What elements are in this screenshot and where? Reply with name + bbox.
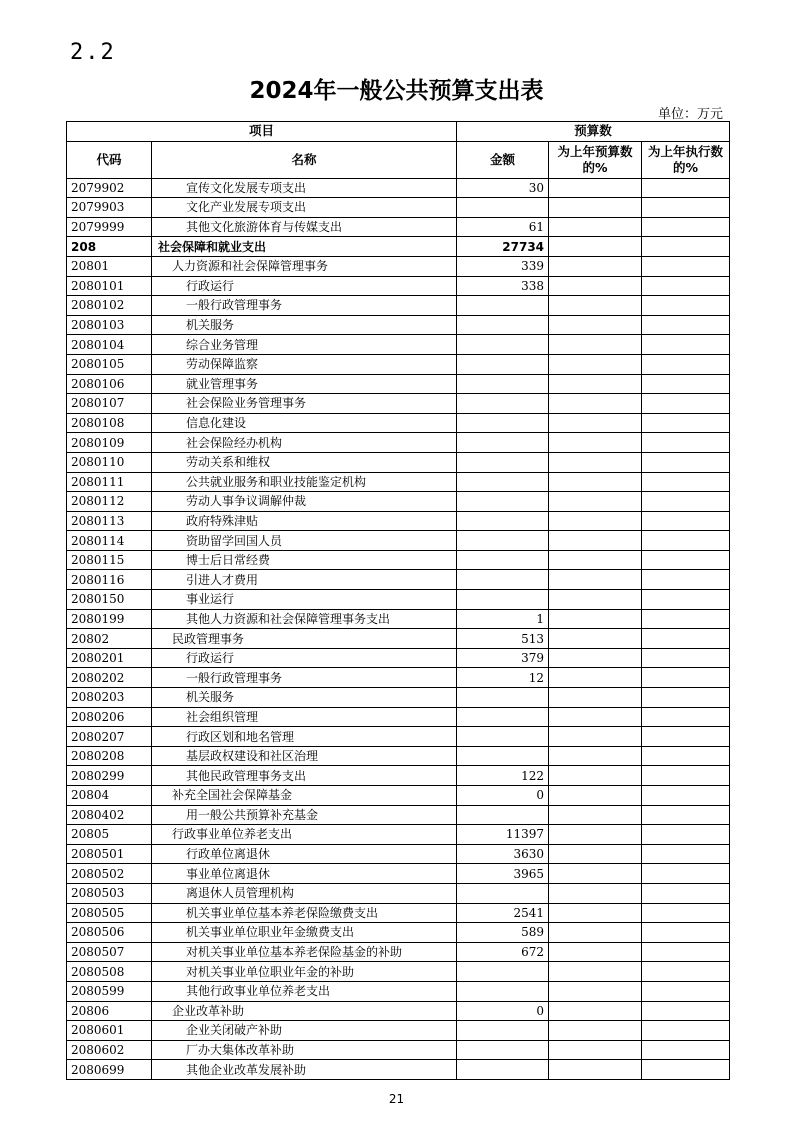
row-pct-prev-budget (549, 335, 642, 355)
row-pct-prev-budget (549, 1021, 642, 1041)
row-code: 2080112 (67, 492, 152, 512)
row-pct-prev-exec (642, 609, 730, 629)
row-code: 2080105 (67, 354, 152, 374)
row-pct-prev-budget (549, 746, 642, 766)
row-code: 2080116 (67, 570, 152, 590)
row-pct-prev-exec (642, 570, 730, 590)
table-row (67, 452, 730, 472)
section-number: 2.2 (70, 40, 116, 65)
table-row (67, 315, 730, 335)
row-pct-prev-budget (549, 217, 642, 237)
row-pct-prev-exec (642, 550, 730, 570)
row-pct-prev-budget (549, 727, 642, 747)
row-pct-prev-budget (549, 374, 642, 394)
row-pct-prev-budget (549, 452, 642, 472)
row-amount: 339 (457, 256, 549, 276)
row-name: 事业单位离退休 (152, 864, 457, 884)
row-name: 宣传文化发展专项支出 (152, 178, 457, 198)
row-code: 208 (67, 237, 152, 257)
row-name: 基层政权建设和社区治理 (152, 746, 457, 766)
row-amount (457, 452, 549, 472)
row-pct-prev-exec (642, 746, 730, 766)
row-pct-prev-budget (549, 492, 642, 512)
row-amount (457, 1060, 549, 1080)
row-name: 行政事业单位养老支出 (152, 825, 457, 845)
row-name: 人力资源和社会保障管理事务 (152, 256, 457, 276)
row-name: 公共就业服务和职业技能鉴定机构 (152, 472, 457, 492)
row-code: 2080699 (67, 1060, 152, 1080)
table-row (67, 942, 730, 962)
row-name: 政府特殊津贴 (152, 511, 457, 531)
row-code: 2080203 (67, 688, 152, 708)
row-name: 离退休人员管理机构 (152, 883, 457, 903)
row-amount: 3630 (457, 844, 549, 864)
table-row (67, 805, 730, 825)
row-pct-prev-exec (642, 354, 730, 374)
row-pct-prev-exec (642, 178, 730, 198)
row-code: 2080402 (67, 805, 152, 825)
row-pct-prev-exec (642, 923, 730, 943)
row-code: 2080501 (67, 844, 152, 864)
row-name: 社会组织管理 (152, 707, 457, 727)
row-pct-prev-budget (549, 923, 642, 943)
row-amount (457, 1040, 549, 1060)
row-amount (457, 472, 549, 492)
row-code: 2080104 (67, 335, 152, 355)
row-code: 2080207 (67, 727, 152, 747)
row-name: 其他行政事业单位养老支出 (152, 981, 457, 1001)
row-code: 20804 (67, 786, 152, 806)
table-row (67, 981, 730, 1001)
row-amount: 672 (457, 942, 549, 962)
row-amount (457, 335, 549, 355)
row-name: 事业运行 (152, 590, 457, 610)
row-pct-prev-exec (642, 198, 730, 218)
row-pct-prev-budget (549, 688, 642, 708)
table-row (67, 962, 730, 982)
row-name: 补充全国社会保障基金 (152, 786, 457, 806)
row-amount: 12 (457, 668, 549, 688)
table-row (67, 198, 730, 218)
row-amount: 513 (457, 629, 549, 649)
row-name: 就业管理事务 (152, 374, 457, 394)
table-row (67, 609, 730, 629)
row-name: 其他民政管理事务支出 (152, 766, 457, 786)
row-amount (457, 315, 549, 335)
row-pct-prev-budget (549, 315, 642, 335)
row-pct-prev-exec (642, 315, 730, 335)
row-code: 2080299 (67, 766, 152, 786)
row-name: 行政运行 (152, 276, 457, 296)
row-pct-prev-budget (549, 942, 642, 962)
row-pct-prev-budget (549, 786, 642, 806)
row-name: 引进人才费用 (152, 570, 457, 590)
row-pct-prev-budget (549, 707, 642, 727)
row-pct-prev-exec (642, 492, 730, 512)
row-amount: 0 (457, 786, 549, 806)
row-pct-prev-exec (642, 335, 730, 355)
row-amount (457, 962, 549, 982)
row-code: 2080103 (67, 315, 152, 335)
row-name: 综合业务管理 (152, 335, 457, 355)
row-pct-prev-budget (549, 550, 642, 570)
row-code: 2080113 (67, 511, 152, 531)
row-amount: 379 (457, 648, 549, 668)
row-amount: 61 (457, 217, 549, 237)
row-pct-prev-exec (642, 766, 730, 786)
row-amount: 338 (457, 276, 549, 296)
row-amount (457, 570, 549, 590)
table-row (67, 1060, 730, 1080)
table-row (67, 511, 730, 531)
row-amount (457, 492, 549, 512)
table-row (67, 590, 730, 610)
row-amount: 589 (457, 923, 549, 943)
row-pct-prev-budget (549, 844, 642, 864)
row-code: 20801 (67, 256, 152, 276)
row-name: 社会保障和就业支出 (152, 237, 457, 257)
row-amount (457, 688, 549, 708)
row-pct-prev-budget (549, 864, 642, 884)
row-pct-prev-exec (642, 883, 730, 903)
row-pct-prev-budget (549, 883, 642, 903)
row-code: 2080111 (67, 472, 152, 492)
row-amount: 27734 (457, 237, 549, 257)
row-amount (457, 374, 549, 394)
row-amount (457, 805, 549, 825)
row-name: 社会保险经办机构 (152, 433, 457, 453)
row-code: 2080206 (67, 707, 152, 727)
page-number: 21 (388, 1092, 405, 1106)
row-name: 劳动保障监察 (152, 354, 457, 374)
table-body (67, 178, 730, 1079)
row-pct-prev-budget (549, 1001, 642, 1021)
row-code: 2080109 (67, 433, 152, 453)
row-pct-prev-budget (549, 413, 642, 433)
table-row (67, 276, 730, 296)
row-pct-prev-budget (549, 629, 642, 649)
row-name: 机关事业单位基本养老保险缴费支出 (152, 903, 457, 923)
row-pct-prev-budget (549, 609, 642, 629)
row-pct-prev-budget (549, 962, 642, 982)
row-name: 资助留学回国人员 (152, 531, 457, 551)
row-pct-prev-exec (642, 531, 730, 551)
row-amount: 2541 (457, 903, 549, 923)
table-row (67, 844, 730, 864)
row-pct-prev-exec (642, 668, 730, 688)
table-row (67, 1021, 730, 1041)
row-pct-prev-exec (642, 864, 730, 884)
row-name: 行政单位离退休 (152, 844, 457, 864)
header-amount: 金额 (457, 141, 549, 178)
row-pct-prev-budget (549, 256, 642, 276)
row-pct-prev-exec (642, 648, 730, 668)
row-name: 劳动关系和维权 (152, 452, 457, 472)
table-row (67, 746, 730, 766)
row-pct-prev-exec (642, 394, 730, 414)
row-code: 2079903 (67, 198, 152, 218)
row-code: 2080505 (67, 903, 152, 923)
table-row (67, 668, 730, 688)
row-name: 对机关事业单位职业年金的补助 (152, 962, 457, 982)
row-amount (457, 746, 549, 766)
row-code: 2080108 (67, 413, 152, 433)
row-amount (457, 198, 549, 218)
row-amount (457, 550, 549, 570)
row-code: 2080599 (67, 981, 152, 1001)
row-pct-prev-exec (642, 707, 730, 727)
row-pct-prev-exec (642, 374, 730, 394)
row-name: 企业改革补助 (152, 1001, 457, 1021)
row-name: 一般行政管理事务 (152, 668, 457, 688)
row-amount (457, 727, 549, 747)
row-pct-prev-budget (549, 766, 642, 786)
table-row (67, 394, 730, 414)
row-amount (457, 394, 549, 414)
row-pct-prev-budget (549, 472, 642, 492)
row-code: 2079999 (67, 217, 152, 237)
row-pct-prev-exec (642, 825, 730, 845)
row-amount (457, 1021, 549, 1041)
table-row (67, 786, 730, 806)
row-pct-prev-exec (642, 1040, 730, 1060)
row-code: 20802 (67, 629, 152, 649)
table-row (67, 923, 730, 943)
table-row (67, 727, 730, 747)
row-code: 2080115 (67, 550, 152, 570)
row-pct-prev-exec (642, 903, 730, 923)
row-amount: 0 (457, 1001, 549, 1021)
table-row (67, 688, 730, 708)
row-name: 劳动人事争议调解仲裁 (152, 492, 457, 512)
row-code: 2080150 (67, 590, 152, 610)
row-pct-prev-exec (642, 217, 730, 237)
table-row (67, 648, 730, 668)
row-name: 民政管理事务 (152, 629, 457, 649)
row-pct-prev-budget (549, 1040, 642, 1060)
row-pct-prev-budget (549, 825, 642, 845)
row-code: 20805 (67, 825, 152, 845)
row-pct-prev-exec (642, 590, 730, 610)
row-code: 2079902 (67, 178, 152, 198)
table-row (67, 492, 730, 512)
table-row (67, 629, 730, 649)
row-pct-prev-budget (549, 511, 642, 531)
header-code: 代码 (67, 141, 152, 178)
row-pct-prev-budget (549, 276, 642, 296)
row-pct-prev-budget (549, 805, 642, 825)
row-code: 2080601 (67, 1021, 152, 1041)
row-name: 对机关事业单位基本养老保险基金的补助 (152, 942, 457, 962)
table-row (67, 825, 730, 845)
row-code: 2080201 (67, 648, 152, 668)
row-pct-prev-budget (549, 296, 642, 316)
row-code: 2080106 (67, 374, 152, 394)
row-pct-prev-budget (549, 178, 642, 198)
row-pct-prev-budget (549, 981, 642, 1001)
table-row (67, 531, 730, 551)
row-code: 2080110 (67, 452, 152, 472)
row-name: 其他文化旅游体育与传媒支出 (152, 217, 457, 237)
row-code: 2080107 (67, 394, 152, 414)
row-pct-prev-budget (549, 668, 642, 688)
row-name: 行政区划和地名管理 (152, 727, 457, 747)
row-pct-prev-exec (642, 1060, 730, 1080)
row-name: 博士后日常经费 (152, 550, 457, 570)
table-row (67, 766, 730, 786)
table-row (67, 707, 730, 727)
row-pct-prev-exec (642, 433, 730, 453)
row-name: 机关服务 (152, 688, 457, 708)
row-name: 企业关闭破产补助 (152, 1021, 457, 1041)
row-name: 信息化建设 (152, 413, 457, 433)
row-code: 2080208 (67, 746, 152, 766)
header-project: 项目 (67, 122, 457, 142)
row-code: 2080202 (67, 668, 152, 688)
budget-table (66, 121, 730, 1080)
row-amount: 1 (457, 609, 549, 629)
table-row (67, 374, 730, 394)
row-name: 一般行政管理事务 (152, 296, 457, 316)
table-row (67, 256, 730, 276)
row-pct-prev-exec (642, 413, 730, 433)
row-code: 20806 (67, 1001, 152, 1021)
row-amount: 3965 (457, 864, 549, 884)
row-pct-prev-exec (642, 237, 730, 257)
table-row (67, 433, 730, 453)
row-amount (457, 707, 549, 727)
row-pct-prev-budget (549, 237, 642, 257)
row-pct-prev-budget (549, 590, 642, 610)
row-name: 机关服务 (152, 315, 457, 335)
row-pct-prev-budget (549, 903, 642, 923)
row-pct-prev-budget (549, 1060, 642, 1080)
header-budget: 预算数 (457, 122, 730, 142)
row-pct-prev-exec (642, 276, 730, 296)
row-code: 2080506 (67, 923, 152, 943)
row-pct-prev-budget (549, 433, 642, 453)
row-pct-prev-budget (549, 354, 642, 374)
table-row (67, 1001, 730, 1021)
row-amount (457, 981, 549, 1001)
table-row (67, 472, 730, 492)
row-code: 2080507 (67, 942, 152, 962)
row-amount (457, 883, 549, 903)
row-name: 用一般公共预算补充基金 (152, 805, 457, 825)
table-row (67, 883, 730, 903)
table-row (67, 903, 730, 923)
row-pct-prev-exec (642, 1021, 730, 1041)
row-amount (457, 413, 549, 433)
unit-label: 单位：万元 (657, 107, 723, 122)
row-amount: 122 (457, 766, 549, 786)
table-row (67, 570, 730, 590)
table-row (67, 1040, 730, 1060)
table-row (67, 178, 730, 198)
row-pct-prev-exec (642, 1001, 730, 1021)
row-amount (457, 296, 549, 316)
row-amount (457, 511, 549, 531)
row-pct-prev-budget (549, 394, 642, 414)
row-name: 社会保险业务管理事务 (152, 394, 457, 414)
row-pct-prev-exec (642, 805, 730, 825)
row-code: 2080602 (67, 1040, 152, 1060)
row-amount: 30 (457, 178, 549, 198)
table-row (67, 296, 730, 316)
table-row (67, 413, 730, 433)
row-name: 其他人力资源和社会保障管理事务支出 (152, 609, 457, 629)
row-pct-prev-exec (642, 981, 730, 1001)
row-code: 2080503 (67, 883, 152, 903)
row-pct-prev-exec (642, 727, 730, 747)
row-amount (457, 354, 549, 374)
row-amount (457, 531, 549, 551)
row-name: 厂办大集体改革补助 (152, 1040, 457, 1060)
row-name: 行政运行 (152, 648, 457, 668)
row-amount (457, 433, 549, 453)
row-pct-prev-exec (642, 452, 730, 472)
row-pct-prev-exec (642, 962, 730, 982)
row-pct-prev-budget (549, 648, 642, 668)
row-pct-prev-exec (642, 688, 730, 708)
table-row (67, 864, 730, 884)
table-row (67, 354, 730, 374)
row-name: 其他企业改革发展补助 (152, 1060, 457, 1080)
row-code: 2080101 (67, 276, 152, 296)
row-pct-prev-exec (642, 511, 730, 531)
row-name: 文化产业发展专项支出 (152, 198, 457, 218)
page-title: 2024年一般公共预算支出表 (249, 78, 544, 104)
row-pct-prev-exec (642, 844, 730, 864)
row-pct-prev-exec (642, 942, 730, 962)
row-name: 机关事业单位职业年金缴费支出 (152, 923, 457, 943)
table-row (67, 217, 730, 237)
row-pct-prev-exec (642, 256, 730, 276)
row-amount (457, 590, 549, 610)
row-code: 2080502 (67, 864, 152, 884)
header-pct-prev-exec: 为上年执行数的% (642, 141, 730, 178)
row-pct-prev-budget (549, 570, 642, 590)
header-name: 名称 (152, 141, 457, 178)
table-row (67, 550, 730, 570)
header-pct-prev-budget: 为上年预算数的% (549, 141, 642, 178)
row-amount: 11397 (457, 825, 549, 845)
row-pct-prev-budget (549, 531, 642, 551)
row-pct-prev-exec (642, 786, 730, 806)
row-code: 2080102 (67, 296, 152, 316)
row-pct-prev-budget (549, 198, 642, 218)
row-code: 2080199 (67, 609, 152, 629)
row-code: 2080508 (67, 962, 152, 982)
table-row (67, 335, 730, 355)
row-code: 2080114 (67, 531, 152, 551)
row-pct-prev-exec (642, 629, 730, 649)
row-pct-prev-exec (642, 472, 730, 492)
table-row (67, 237, 730, 257)
row-pct-prev-exec (642, 296, 730, 316)
